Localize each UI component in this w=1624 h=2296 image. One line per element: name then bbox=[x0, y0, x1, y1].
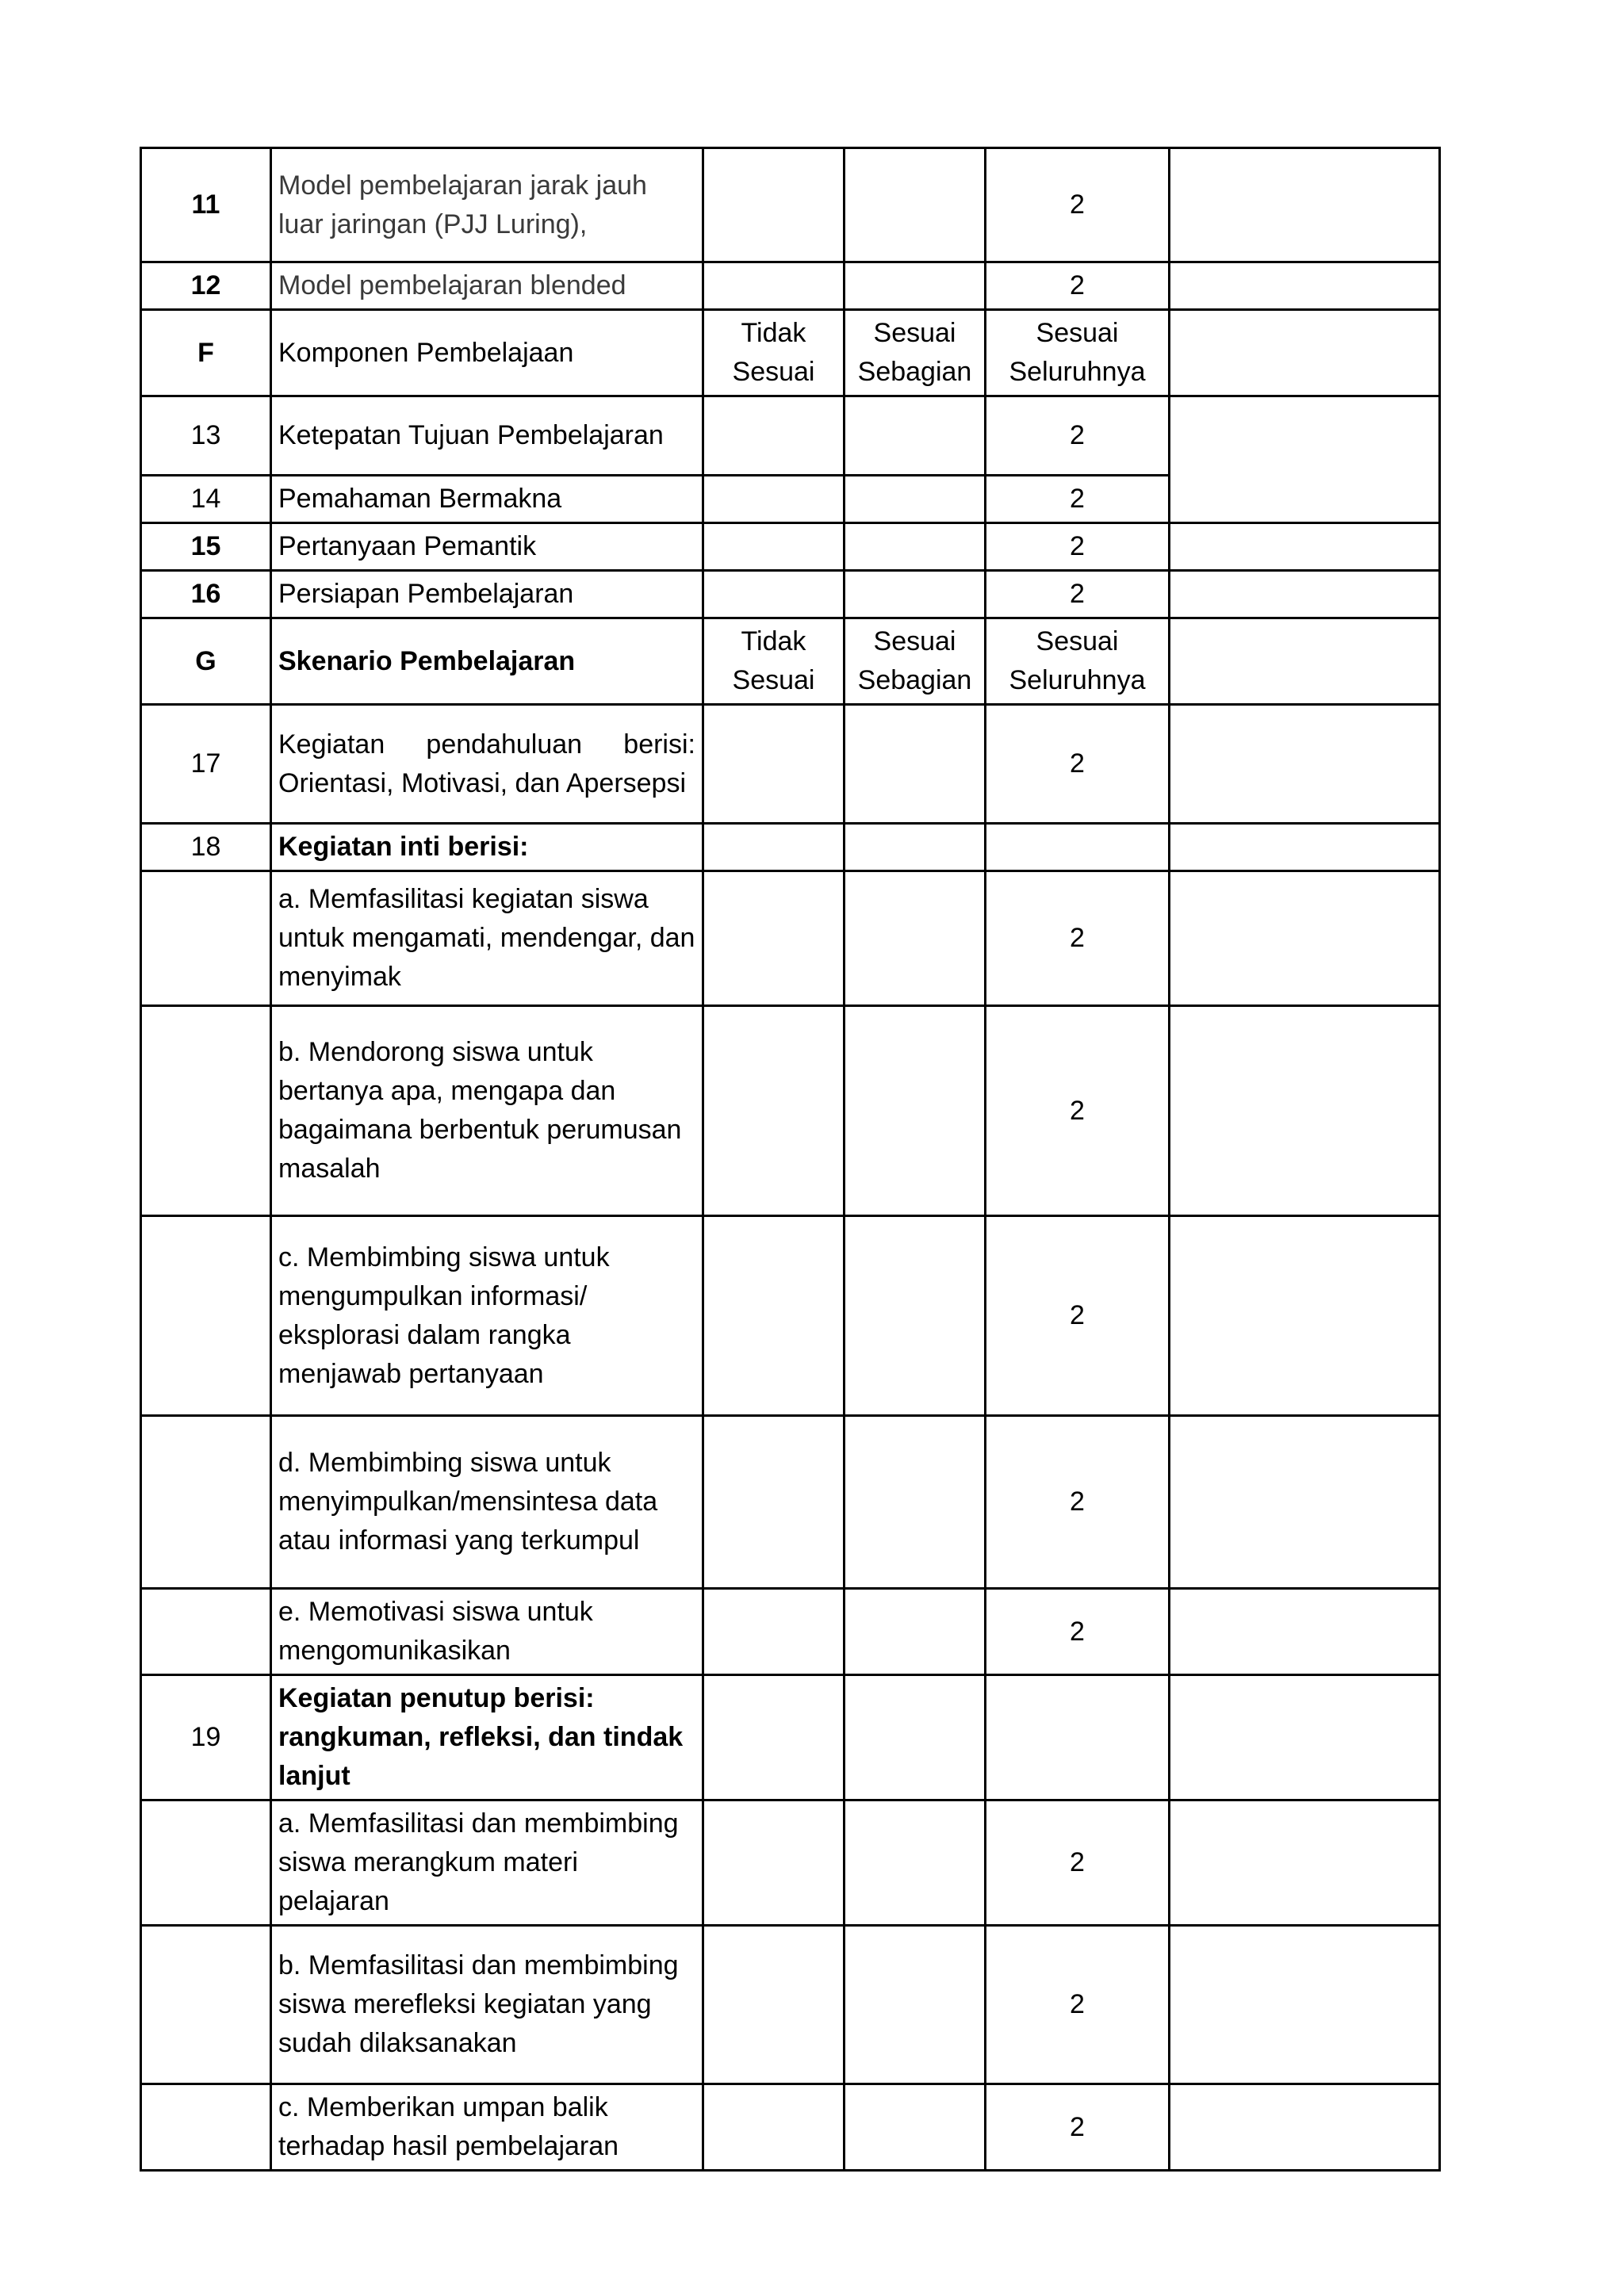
cell-tidak-sesuai bbox=[703, 1216, 845, 1416]
header-sesuai-sebagian: Sesuai Sebagian bbox=[845, 618, 986, 705]
cell-notes bbox=[1170, 396, 1440, 523]
cell-tidak-sesuai bbox=[703, 1800, 845, 1926]
section-title: Skenario Pembelajaran bbox=[271, 618, 703, 705]
table-row bbox=[141, 148, 1440, 262]
table-row bbox=[141, 1416, 1440, 1589]
row-description: Pertanyaan Pemantik bbox=[271, 523, 703, 571]
cell-sesuai-sebagian bbox=[845, 705, 986, 824]
table-row bbox=[141, 262, 1440, 310]
cell-sesuai-seluruhnya: 2 bbox=[986, 1589, 1170, 1675]
cell-notes bbox=[1170, 1589, 1440, 1675]
table-row bbox=[141, 1216, 1440, 1416]
row-number: 11 bbox=[141, 148, 271, 262]
section-letter: F bbox=[141, 310, 271, 396]
cell-sesuai-sebagian bbox=[845, 2084, 986, 2171]
row-description: c. Memberikan umpan balik terhadap hasil pembelajaran bbox=[271, 2084, 703, 2171]
row-description: Model pembelajaran jarak jauh luar jaringan (PJJ Luring), bbox=[271, 148, 703, 262]
row-number: 15 bbox=[141, 523, 271, 571]
row-description: Ketepatan Tujuan Pembelajaran bbox=[271, 396, 703, 476]
cell-sesuai-sebagian bbox=[845, 1006, 986, 1216]
header-sesuai-seluruhnya: Sesuai Seluruhnya bbox=[986, 618, 1170, 705]
row-number: 19 bbox=[141, 1675, 271, 1800]
section-letter: G bbox=[141, 618, 271, 705]
row-number bbox=[141, 1589, 271, 1675]
row-number bbox=[141, 1926, 271, 2084]
section-header-row bbox=[141, 618, 1440, 705]
row-number: 13 bbox=[141, 396, 271, 476]
row-number bbox=[141, 1006, 271, 1216]
row-number: 18 bbox=[141, 824, 271, 871]
cell-tidak-sesuai bbox=[703, 523, 845, 571]
cell-notes bbox=[1170, 523, 1440, 571]
cell-tidak-sesuai bbox=[703, 1416, 845, 1589]
cell-sesuai-sebagian bbox=[845, 1800, 986, 1926]
cell-sesuai-seluruhnya: 2 bbox=[986, 396, 1170, 476]
cell-notes bbox=[1170, 1926, 1440, 2084]
cell-sesuai-sebagian bbox=[845, 824, 986, 871]
cell-sesuai-seluruhnya: 2 bbox=[986, 2084, 1170, 2171]
cell-sesuai-seluruhnya: 2 bbox=[986, 1416, 1170, 1589]
row-description: d. Membimbing siswa untuk menyimpulkan/mensintesa data atau informasi yang terkumpul bbox=[271, 1416, 703, 1589]
row-description: Kegiatan penutup berisi: rangkuman, refleksi, dan tindak lanjut bbox=[271, 1675, 703, 1800]
row-description: Kegiatan inti berisi: bbox=[271, 824, 703, 871]
row-description: Pemahaman Bermakna bbox=[271, 476, 703, 523]
cell-sesuai-sebagian bbox=[845, 396, 986, 476]
cell-tidak-sesuai bbox=[703, 1675, 845, 1800]
row-description: e. Memotivasi siswa untuk mengomunikasikan bbox=[271, 1589, 703, 1675]
cell-sesuai-sebagian bbox=[845, 571, 986, 618]
row-description: Persiapan Pembelajaran bbox=[271, 571, 703, 618]
cell-notes bbox=[1170, 1800, 1440, 1926]
cell-sesuai-seluruhnya bbox=[986, 1675, 1170, 1800]
assessment-table bbox=[140, 147, 1441, 2172]
cell-tidak-sesuai bbox=[703, 1589, 845, 1675]
section-header-row bbox=[141, 310, 1440, 396]
row-number bbox=[141, 2084, 271, 2171]
cell-sesuai-sebagian bbox=[845, 1416, 986, 1589]
cell-sesuai-sebagian bbox=[845, 476, 986, 523]
cell-notes bbox=[1170, 310, 1440, 396]
header-tidak-sesuai: Tidak Sesuai bbox=[703, 310, 845, 396]
cell-tidak-sesuai bbox=[703, 476, 845, 523]
row-number bbox=[141, 1800, 271, 1926]
cell-tidak-sesuai bbox=[703, 1006, 845, 1216]
cell-tidak-sesuai bbox=[703, 2084, 845, 2171]
cell-notes bbox=[1170, 1216, 1440, 1416]
cell-notes bbox=[1170, 1006, 1440, 1216]
row-description: a. Memfasilitasi kegiatan siswa untuk mengamati, mendengar, dan menyimak bbox=[271, 871, 703, 1006]
cell-notes bbox=[1170, 618, 1440, 705]
cell-sesuai-sebagian bbox=[845, 262, 986, 310]
table-row bbox=[141, 1589, 1440, 1675]
cell-notes bbox=[1170, 824, 1440, 871]
row-description: Kegiatan pendahuluan berisi: Orientasi, Motivasi, dan Apersepsi bbox=[271, 705, 703, 824]
cell-sesuai-seluruhnya: 2 bbox=[986, 523, 1170, 571]
cell-sesuai-seluruhnya: 2 bbox=[986, 871, 1170, 1006]
cell-sesuai-seluruhnya: 2 bbox=[986, 1926, 1170, 2084]
cell-notes bbox=[1170, 571, 1440, 618]
table-row bbox=[141, 705, 1440, 824]
cell-sesuai-seluruhnya bbox=[986, 824, 1170, 871]
cell-sesuai-sebagian bbox=[845, 1675, 986, 1800]
row-description: b. Mendorong siswa untuk bertanya apa, mengapa dan bagaimana berbentuk perumusan masalah bbox=[271, 1006, 703, 1216]
table-row bbox=[141, 523, 1440, 571]
section-title: Komponen Pembelajaan bbox=[271, 310, 703, 396]
cell-sesuai-sebagian bbox=[845, 148, 986, 262]
row-number bbox=[141, 871, 271, 1006]
cell-notes bbox=[1170, 1675, 1440, 1800]
table-row bbox=[141, 2084, 1440, 2171]
cell-notes bbox=[1170, 705, 1440, 824]
cell-sesuai-seluruhnya: 2 bbox=[986, 1216, 1170, 1416]
header-sesuai-sebagian: Sesuai Sebagian bbox=[845, 310, 986, 396]
table-row bbox=[141, 824, 1440, 871]
cell-notes bbox=[1170, 2084, 1440, 2171]
row-number: 12 bbox=[141, 262, 271, 310]
cell-tidak-sesuai bbox=[703, 262, 845, 310]
cell-notes bbox=[1170, 1416, 1440, 1589]
cell-sesuai-sebagian bbox=[845, 1926, 986, 2084]
cell-sesuai-seluruhnya: 2 bbox=[986, 262, 1170, 310]
cell-tidak-sesuai bbox=[703, 824, 845, 871]
row-number: 14 bbox=[141, 476, 271, 523]
cell-tidak-sesuai bbox=[703, 705, 845, 824]
cell-tidak-sesuai bbox=[703, 396, 845, 476]
table-row bbox=[141, 1006, 1440, 1216]
header-sesuai-seluruhnya: Sesuai Seluruhnya bbox=[986, 310, 1170, 396]
cell-sesuai-seluruhnya: 2 bbox=[986, 705, 1170, 824]
table-row bbox=[141, 871, 1440, 1006]
cell-sesuai-sebagian bbox=[845, 871, 986, 1006]
table-row bbox=[141, 1926, 1440, 2084]
cell-notes bbox=[1170, 871, 1440, 1006]
cell-tidak-sesuai bbox=[703, 571, 845, 618]
table-row bbox=[141, 1675, 1440, 1800]
row-description: c. Membimbing siswa untuk mengumpulkan informasi/ eksplorasi dalam rangka menjawab pertanyaan bbox=[271, 1216, 703, 1416]
row-number: 17 bbox=[141, 705, 271, 824]
cell-sesuai-seluruhnya: 2 bbox=[986, 1006, 1170, 1216]
row-description: b. Memfasilitasi dan membimbing siswa merefleksi kegiatan yang sudah dilaksanakan bbox=[271, 1926, 703, 2084]
cell-tidak-sesuai bbox=[703, 871, 845, 1006]
row-description: a. Memfasilitasi dan membimbing siswa merangkum materi pelajaran bbox=[271, 1800, 703, 1926]
cell-tidak-sesuai bbox=[703, 1926, 845, 2084]
header-tidak-sesuai: Tidak Sesuai bbox=[703, 618, 845, 705]
row-number bbox=[141, 1416, 271, 1589]
cell-sesuai-sebagian bbox=[845, 523, 986, 571]
table-row bbox=[141, 571, 1440, 618]
table-row bbox=[141, 396, 1440, 476]
cell-sesuai-seluruhnya: 2 bbox=[986, 571, 1170, 618]
cell-sesuai-seluruhnya: 2 bbox=[986, 476, 1170, 523]
row-number bbox=[141, 1216, 271, 1416]
cell-sesuai-seluruhnya: 2 bbox=[986, 1800, 1170, 1926]
table-row bbox=[141, 1800, 1440, 1926]
cell-notes bbox=[1170, 262, 1440, 310]
row-number: 16 bbox=[141, 571, 271, 618]
cell-sesuai-sebagian bbox=[845, 1589, 986, 1675]
cell-sesuai-sebagian bbox=[845, 1216, 986, 1416]
cell-sesuai-seluruhnya: 2 bbox=[986, 148, 1170, 262]
cell-tidak-sesuai bbox=[703, 148, 845, 262]
cell-notes bbox=[1170, 148, 1440, 262]
row-description: Model pembelajaran blended bbox=[271, 262, 703, 310]
